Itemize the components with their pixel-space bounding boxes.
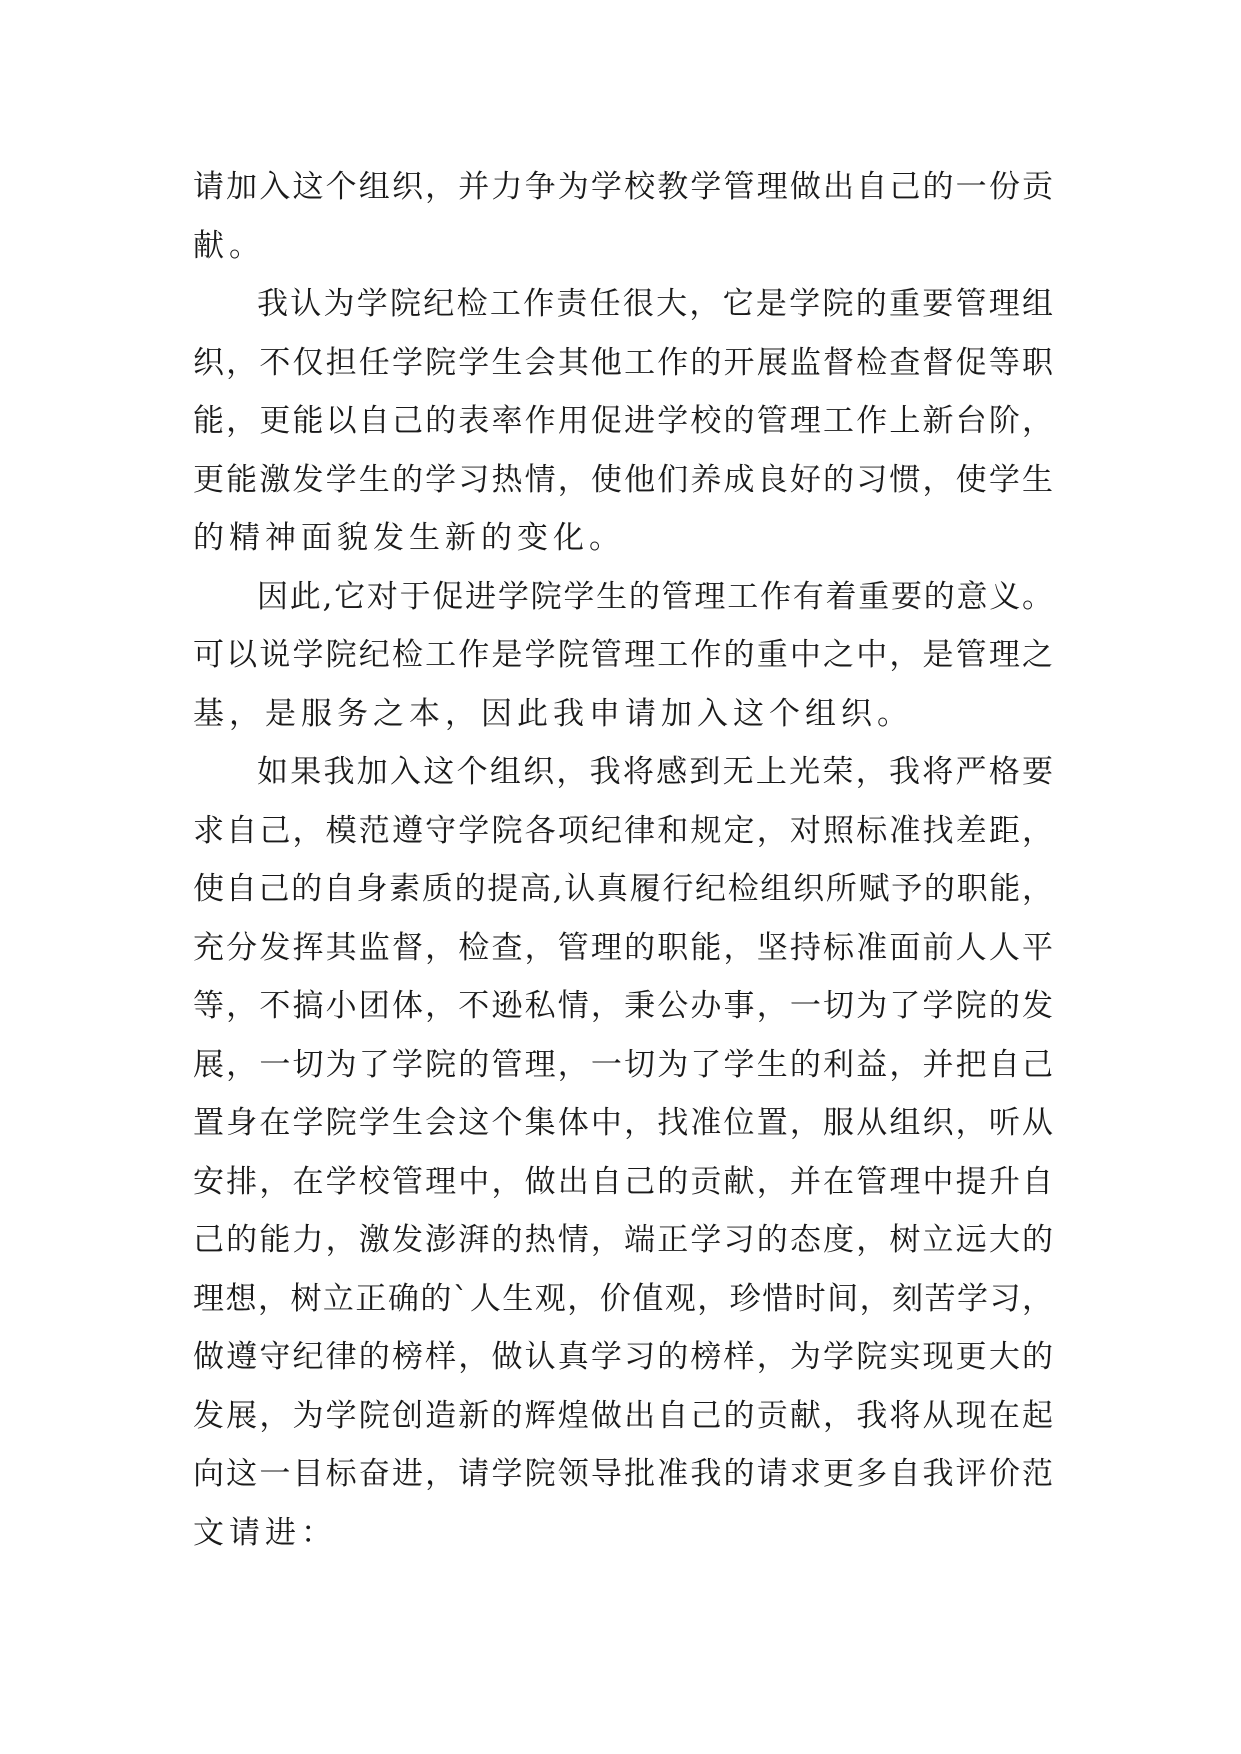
text-line: 能，更能以自己的表率作用促进学校的管理工作上新台阶， [193,403,1053,439]
text-line: 可以说学院纪检工作是学院管理工作的重中之中，是管理之 [193,637,1053,673]
text-line: 充分发挥其监督，检查，管理的职能，坚持标准面前人人平 [193,929,1053,966]
paragraph-start-line: 如果我加入这个组织，我将感到无上光荣，我将严格要 [257,754,1053,790]
text-line: 求自己，模范遵守学院各项纪律和规定，对照标准找差距， [193,812,1053,849]
text-line: 献。 [193,227,265,264]
text-line: 更能激发学生的学习热情，使他们养成良好的习惯，使学生 [193,461,1053,498]
text-line: 等，不搞小团体，不逊私情，秉公办事，一切为了学院的发 [193,988,1053,1024]
text-line: 向这一目标奋进，请学院领导批准我的请求更多自我评价范 [193,1456,1053,1492]
text-line: 己的能力，激发澎湃的热情，端正学习的态度，树立远大的 [193,1222,1053,1258]
paragraph-start-line: 我认为学院纪检工作责任很大，它是学院的重要管理组 [257,286,1053,322]
text-line: 文请进： [193,1514,337,1551]
text-line: 做遵守纪律的榜样，做认真学习的榜样，为学院实现更大的 [193,1339,1053,1375]
text-line: 理想，树立正确的`人生观，价值观，珍惜时间，刻苦学习， [193,1280,1053,1317]
paragraph-start-line: 因此,它对于促进学院学生的管理工作有着重要的意义。 [257,578,1053,615]
document-body [193,158,1053,1562]
text-line: 使自己的自身素质的提高,认真履行纪检组织所赋予的职能， [193,871,1053,907]
text-line: 发展，为学院创造新的辉煌做出自己的贡献，我将从现在起 [193,1397,1053,1434]
text-line: 基，是服务之本，因此我申请加入这个组织。 [193,695,913,732]
text-line: 置身在学院学生会这个集体中，找准位置，服从组织，听从 [193,1105,1053,1141]
text-line: 安排，在学校管理中，做出自己的贡献，并在管理中提升自 [193,1163,1053,1200]
text-line: 请加入这个组织，并力争为学校教学管理做出自己的一份贡 [193,169,1053,205]
text-line: 织，不仅担任学院学生会其他工作的开展监督检查督促等职 [193,344,1053,381]
text-line: 的精神面貌发生新的变化。 [193,520,625,556]
text-line: 展，一切为了学院的管理，一切为了学生的利益，并把自己 [193,1046,1053,1083]
